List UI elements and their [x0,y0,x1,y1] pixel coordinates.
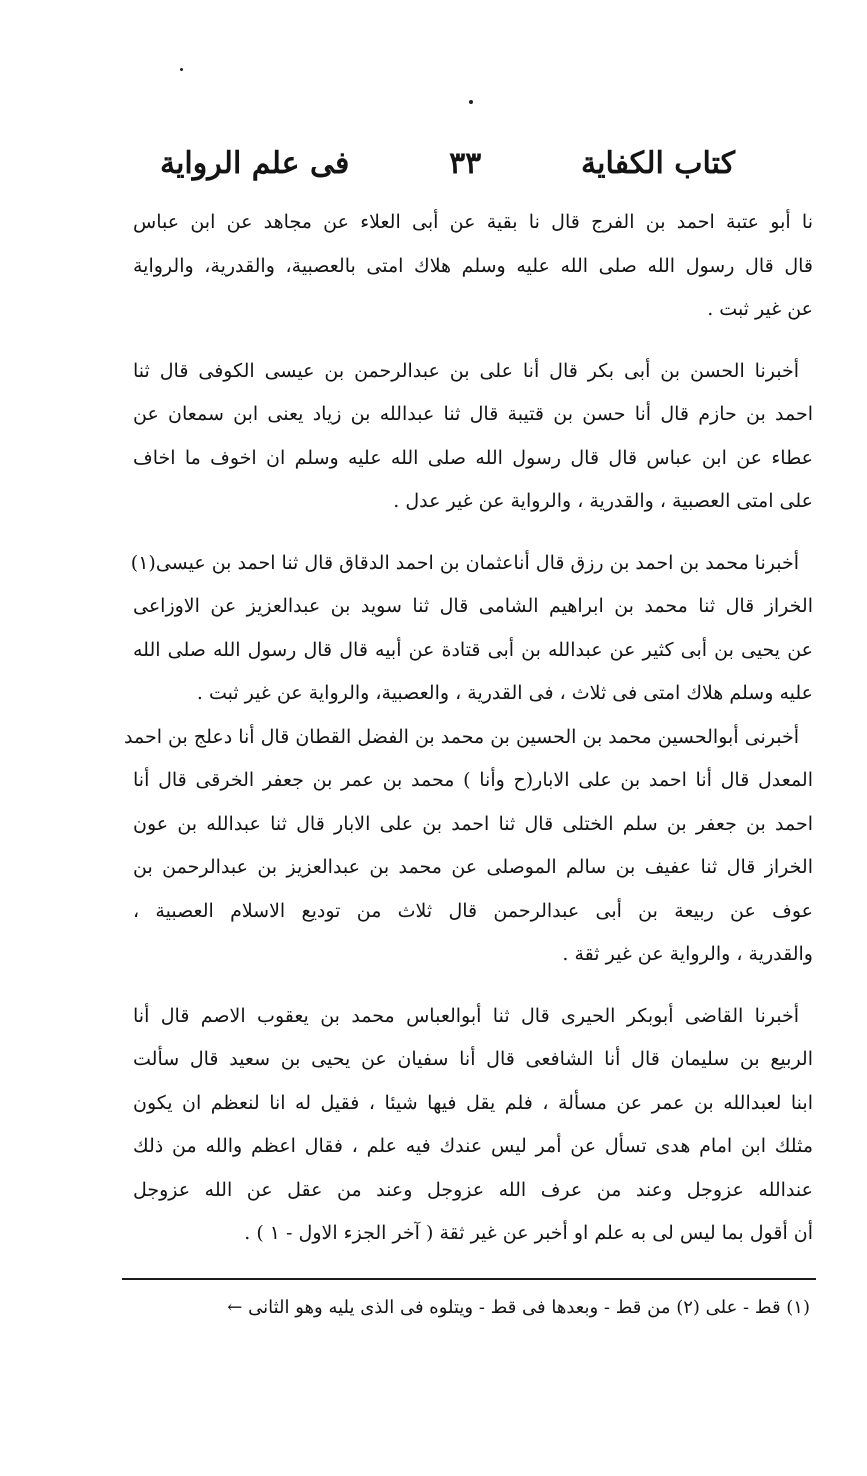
text-line: والقدرية ، والرواية عن غير ثقة . [562,943,813,965]
paragraph [124,716,813,977]
subject-title: فى علم الرواية [160,146,350,181]
main-text [124,201,813,1256]
running-header [160,138,735,190]
scan-speck [469,100,473,104]
text-line: على امتى العصبية ، والقدرية ، والرواية عن غير عدل . [393,490,813,512]
text-line: أخبرنى أبوالحسين محمد بن الحسين بن محمد بن الفضل القطان قال أنا دعلج بن احمد [124,725,799,748]
text-line: نا أبو عتبة احمد بن الفرج قال نا بقية عن أبى العلاء عن مجاهد عن ابن عباس [133,211,813,233]
text-line: عطاء عن ابن عباس قال قال رسول الله صلى الله عليه وسلم ان اخوف ما اخاف [133,446,813,469]
text-line: مثلك ابن امام هدى تسأل عن أمر ليس عندك فيه علم ، فقال اعظم والله من ذلك [133,1135,813,1157]
text-line: عليه وسلم هلاك امتى فى ثلاث ، فى القدرية ، والعصبية، والرواية عن غير ثبت . [196,682,813,704]
text-line: المعدل قال أنا احمد بن على الابار(ح وأنا ) محمد بن عمر بن جعفر الخرقى قال أنا [133,769,813,791]
paragraph [133,201,813,332]
paragraph [133,995,813,1256]
text-line: الخراز قال ثنا عفيف بن سالم الموصلى عن محمد بن عبدالعزيز بن عبدالرحمن بن [133,856,813,878]
text-line: الخراز قال ثنا محمد بن ابراهيم الشامى قال ثنا سويد بن عبدالعزيز عن الاوزاعى [133,595,813,617]
text-line: عن يحيى بن أبى كثير عن عبدالله بن أبى قتادة عن أبيه قال قال رسول الله صلى الله [133,638,813,661]
paragraph [133,350,813,524]
page-number: ٣٣ [449,146,482,181]
text-line: عن غير ثبت . [707,298,813,320]
footnote-rule [122,1278,816,1280]
text-line: أخبرنا محمد بن احمد بن رزق قال أناعثمان بن احمد الدقاق قال ثنا احمد بن عيسى(١) [130,551,799,574]
text-line: أن أقول بما ليس لى به علم او أخبر عن غير ثقة ( آخر الجزء الاول - ١ ) . [244,1222,813,1244]
paragraph [130,542,813,716]
text-line: الربيع بن سليمان قال أنا الشافعى قال أنا سفيان عن يحيى بن سعيد قال سألت [133,1048,813,1070]
text-line: عندالله عزوجل وعند من عرف الله عزوجل وعند من عقل عن الله عزوجل [133,1178,813,1201]
text-line: أخبرنا الحسن بن أبى بكر قال أنا على بن عبدالرحمن بن عيسى الكوفى قال ثنا [133,359,799,382]
text-line: ابنا لعبدالله بن عمر عن مسألة ، فلم يقل فيها شيئا ، فقيل له انا لنعظم ان يكون [133,1091,813,1114]
text-line: عوف عن ربيعة بن أبى عبدالرحمن قال ثلاث من توديع الاسلام العصبية ، [133,899,813,922]
scan-speck [180,68,183,71]
book-title: كتاب الكفاية [581,146,735,181]
text-line: قال قال رسول الله صلى الله عليه وسلم هلاك امتى بالعصبية، والقدرية، والرواية [133,254,813,277]
text-line: احمد بن جعفر بن سلم الختلى قال ثنا احمد بن على الابار قال ثنا عبدالله بن عون [133,812,813,835]
text-line: احمد بن حازم قال أنا حسن بن قتيبة قال ثنا عبدالله بن زياد يعنى ابن سمعان عن [133,403,813,425]
footnote: (١) قط - على (٢) من قط - وبعدها فى قط - ويتلوه فى الذى يليه وهو الثانى ← [227,1297,810,1318]
text-line: أخبرنا القاضى أبوبكر الحيرى قال ثنا أبوالعباس محمد بن يعقوب الاصم قال أنا [133,1004,799,1027]
